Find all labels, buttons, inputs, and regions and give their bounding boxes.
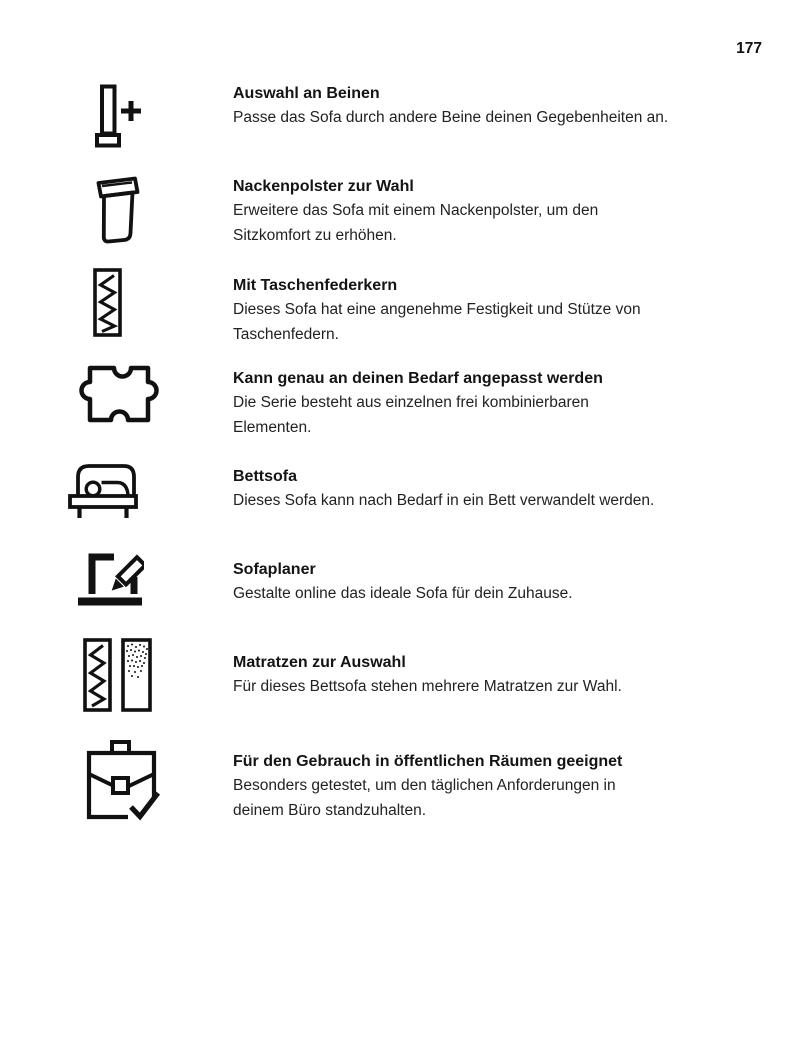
feature-description-line: Passe das Sofa durch andere Beine deinen Gegebenheiten an. bbox=[233, 109, 669, 126]
feature-description bbox=[233, 391, 743, 440]
pocket-spring-icon bbox=[93, 268, 122, 337]
feature-description-line: Für dieses Bettsofa stehen mehrere Matratzen zur Wahl. bbox=[233, 678, 622, 695]
feature-title: Mit Taschenfederkern bbox=[233, 277, 398, 294]
feature-description bbox=[233, 489, 743, 514]
feature-text bbox=[233, 175, 743, 248]
feature-text bbox=[233, 367, 743, 440]
feature-description-line: Elementen. bbox=[233, 418, 312, 436]
feature-description-line: Dieses Sofa hat eine angenehme Festigkeit und Stütze von bbox=[233, 301, 641, 318]
feature-description bbox=[233, 298, 743, 347]
feature-description-line: Taschenfedern. bbox=[233, 325, 339, 343]
feature-description bbox=[233, 774, 743, 823]
feature-description-line: deinem Büro standzuhalten. bbox=[233, 801, 427, 819]
feature-description bbox=[233, 199, 743, 248]
feature-text bbox=[233, 465, 743, 514]
leg-plus-icon bbox=[95, 84, 142, 148]
feature-text bbox=[233, 558, 743, 607]
feature-text bbox=[233, 750, 743, 823]
feature-description bbox=[233, 582, 743, 607]
page-number: 177 bbox=[736, 40, 762, 57]
sofa-planner-icon bbox=[76, 542, 144, 608]
sofa-bed-icon bbox=[68, 458, 138, 522]
feature-description-line: Gestalte online das ideale Sofa für dein Zuhause. bbox=[233, 585, 573, 602]
feature-description-line: Dieses Sofa kann nach Bedarf in ein Bett verwandelt werden. bbox=[233, 492, 655, 509]
feature-description-line: Besonders getestet, um den täglichen Anforderungen in bbox=[233, 777, 616, 794]
feature-text bbox=[233, 274, 743, 347]
feature-description-line: Erweitere das Sofa mit einem Nackenpolster, um den bbox=[233, 202, 599, 219]
neck-cushion-icon bbox=[95, 176, 140, 245]
briefcase-check-icon bbox=[83, 740, 160, 828]
feature-title: Kann genau an deinen Bedarf angepasst werden bbox=[233, 370, 603, 387]
feature-text bbox=[233, 82, 743, 131]
feature-text bbox=[233, 651, 743, 700]
puzzle-icon bbox=[78, 365, 160, 423]
mattress-options-icon bbox=[83, 638, 152, 712]
feature-title: Auswahl an Beinen bbox=[233, 85, 380, 102]
feature-description-line: Die Serie besteht aus einzelnen frei kombinierbaren bbox=[233, 394, 589, 411]
feature-title: Sofaplaner bbox=[233, 561, 316, 578]
feature-title: Bettsofa bbox=[233, 468, 298, 485]
feature-title: Für den Gebrauch in öffentlichen Räumen geeignet bbox=[233, 753, 623, 770]
feature-title: Matratzen zur Auswahl bbox=[233, 654, 406, 671]
feature-description-line: Sitzkomfort zu erhöhen. bbox=[233, 226, 397, 244]
feature-description bbox=[233, 106, 743, 131]
feature-title: Nackenpolster zur Wahl bbox=[233, 178, 414, 195]
feature-description bbox=[233, 675, 743, 700]
